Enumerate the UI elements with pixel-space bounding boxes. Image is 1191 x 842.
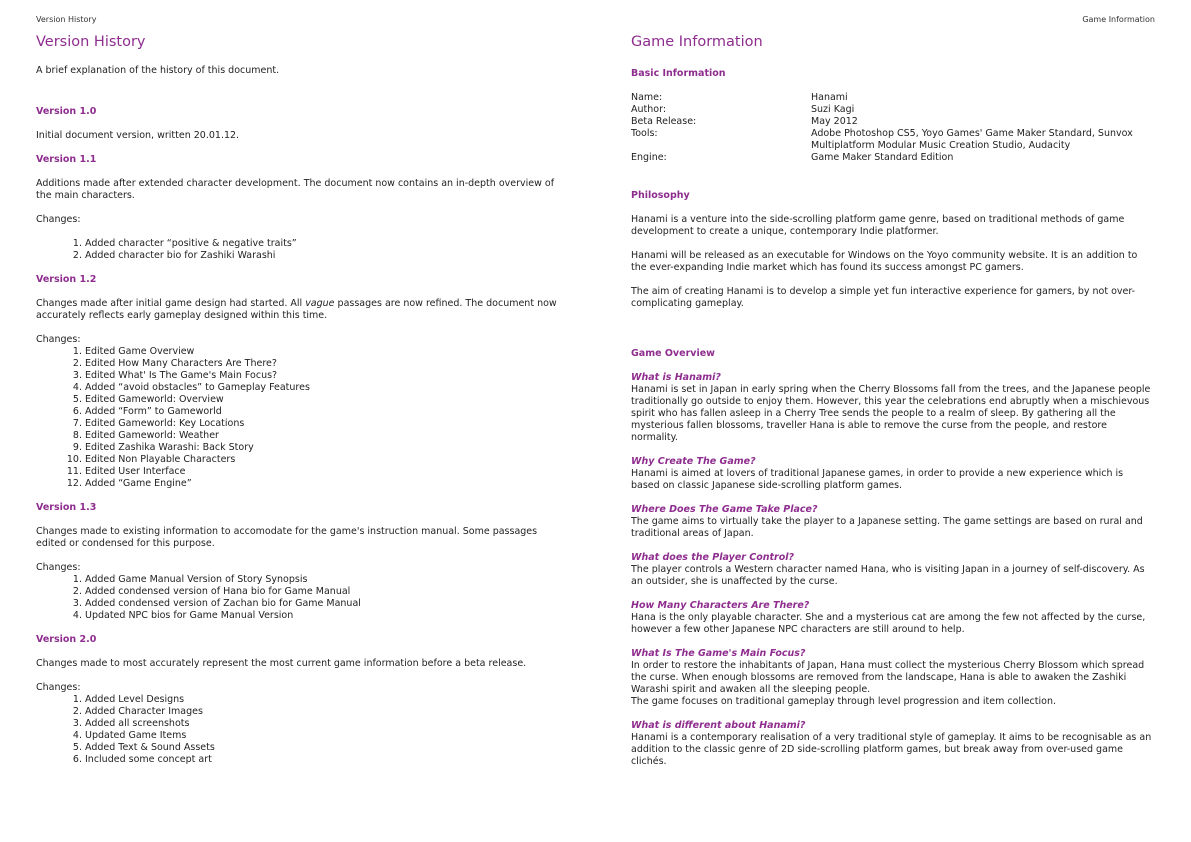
- description-text: Changes made after initial game design had started. All: [36, 298, 306, 309]
- version-description: Changes made to existing information to accomodate for the game's instruction manual. Some passages edited or condensed for this purpose.: [36, 526, 538, 549]
- answer: Hana is the only playable character. She and a mysterious cat are among the few not affected by the curse, however a few other Japanese NPC characters are still around to help.: [631, 612, 1146, 635]
- list-item: 7. Edited Gameworld: Key Locations: [85, 418, 566, 430]
- list-item: 4. Added “avoid obstacles” to Gameplay Features: [85, 382, 566, 394]
- version-heading: Version 1.0: [36, 106, 97, 117]
- list-item: 11. Edited User Interface: [85, 466, 566, 478]
- list-item: 12. Added “Game Engine”: [85, 478, 566, 490]
- version-heading: Version 1.3: [36, 502, 97, 513]
- info-value: Hanami: [811, 92, 848, 103]
- question: What Is The Game's Main Focus?: [631, 648, 806, 659]
- info-row: [631, 152, 1153, 164]
- list-item: 2. Added condensed version of Hana bio for Game Manual: [85, 586, 566, 598]
- basic-information-table: [631, 92, 1153, 164]
- question: Why Create The Game?: [631, 456, 756, 467]
- left-page: [0, 0, 595, 842]
- philosophy-paragraph: Hanami will be released as an executable for Windows on the Yoyo community website. It is an addition to the ever-expanding Indie market which has found its success amongst PC gamers.: [631, 250, 1138, 273]
- list-item: 5. Edited Gameworld: Overview: [85, 394, 566, 406]
- question: Where Does The Game Take Place?: [631, 504, 818, 515]
- answer: The game aims to virtually take the player to a Japanese setting. The game settings are based on rural and traditional areas of Japan.: [631, 516, 1143, 539]
- changes-label: Changes:: [36, 562, 81, 573]
- info-label: Beta Release:: [631, 116, 697, 127]
- answer: Hanami is set in Japan in early spring when the Cherry Blossoms fall from the trees, and the Japanese people traditionally go outside to enjoy them. However, this year the celebrations end abruptly when a mischievous spirit who has fallen asleep in a Cherry Tree sends the people to a realm of sleep. By gathering all the mysterious fallen blossoms, traveller Hana is able to remove the curse from the people, and restore normality.: [631, 384, 1151, 443]
- info-value: May 2012: [811, 116, 858, 127]
- list-item: 5. Added Text & Sound Assets: [85, 742, 566, 754]
- answer: In order to restore the inhabitants of Japan, Hana must collect the mysterious Cherry Blossom which spread the curse. When enough blossoms are removed from the landscape, Hana is able to awaken the Zashiki Warashi spirit and awaken all the sleeping people.: [631, 660, 1145, 695]
- list-item: 1. Added character “positive & negative traits”: [85, 238, 566, 250]
- list-item: 3. Added condensed version of Zachan bio for Game Manual: [85, 598, 566, 610]
- running-header: Version History: [36, 15, 97, 24]
- left-content: [36, 33, 566, 766]
- list-item: 4. Updated NPC bios for Game Manual Version: [85, 610, 566, 622]
- question: What is Hanami?: [631, 372, 721, 383]
- list-item: 8. Edited Gameworld: Weather: [85, 430, 566, 442]
- list-item: 2. Edited How Many Characters Are There?: [85, 358, 566, 370]
- list-item: 10. Edited Non Playable Characters: [85, 454, 566, 466]
- info-row: [631, 116, 1153, 128]
- changes-list: [36, 346, 566, 490]
- list-item: 4. Updated Game Items: [85, 730, 566, 742]
- info-label: Name:: [631, 92, 663, 103]
- info-label: Tools:: [631, 128, 658, 139]
- list-item: 3. Edited What' Is The Game's Main Focus?: [85, 370, 566, 382]
- right-page: [596, 0, 1191, 842]
- answer: Hanami is aimed at lovers of traditional Japanese games, in order to provide a new experience which is based on classic Japanese side-scrolling platform games.: [631, 468, 1124, 491]
- list-item: 6. Included some concept art: [85, 754, 566, 766]
- version-heading: Version 1.1: [36, 154, 97, 165]
- game-overview-heading: Game Overview: [631, 348, 715, 359]
- emphasis-text: vague: [305, 298, 335, 309]
- right-content: [631, 33, 1153, 768]
- version-heading: Version 2.0: [36, 634, 97, 645]
- version-description: [36, 298, 566, 322]
- list-item: 9. Edited Zashika Warashi: Back Story: [85, 442, 566, 454]
- question: What is different about Hanami?: [631, 720, 806, 731]
- intro-text: A brief explanation of the history of this document.: [36, 65, 280, 76]
- info-row: [631, 92, 1153, 104]
- page-title: Game Information: [631, 34, 763, 50]
- philosophy-paragraph: The aim of creating Hanami is to develop a simple yet fun interactive experience for gamers, by not over-complicating gameplay.: [631, 286, 1136, 309]
- list-item: 6. Added “Form” to Gameworld: [85, 406, 566, 418]
- info-label: Engine:: [631, 152, 667, 163]
- changes-list: [36, 694, 566, 766]
- changes-list: [36, 238, 566, 262]
- list-item: 1. Added Game Manual Version of Story Synopsis: [85, 574, 566, 586]
- philosophy-heading: Philosophy: [631, 190, 690, 201]
- changes-label: Changes:: [36, 682, 81, 693]
- description-text: passages are now refined. The document now accurately reflects early gameplay designed within this time.: [36, 298, 557, 321]
- question: How Many Characters Are There?: [631, 600, 810, 611]
- info-value: Game Maker Standard Edition: [811, 152, 954, 163]
- philosophy-paragraph: Hanami is a venture into the side-scrolling platform game genre, based on traditional methods of game development to create a unique, contemporary Indie platformer.: [631, 214, 1125, 237]
- info-value: Suzi Kagi: [811, 104, 855, 115]
- version-description: Changes made to most accurately represent the most current game information before a beta release.: [36, 658, 527, 669]
- question: What does the Player Control?: [631, 552, 795, 563]
- running-header: Game Information: [1082, 15, 1155, 24]
- info-label: Author:: [631, 104, 667, 115]
- list-item: 1. Edited Game Overview: [85, 346, 566, 358]
- info-value: Adobe Photoshop CS5, Yoyo Games' Game Maker Standard, Sunvox Multiplatform Modular Music Creation Studio, Audacity: [811, 128, 1133, 151]
- changes-label: Changes:: [36, 334, 81, 345]
- changes-list: [36, 574, 566, 622]
- version-heading: Version 1.2: [36, 274, 97, 285]
- info-row: [631, 128, 1153, 152]
- list-item: 3. Added all screenshots: [85, 718, 566, 730]
- info-row: [631, 104, 1153, 116]
- answer: Hanami is a contemporary realisation of a very traditional style of gameplay. It aims to be recognisable as an addition to the classic genre of 2D side-scrolling platform games, but break away from over-used game clichés.: [631, 732, 1152, 767]
- answer: The player controls a Western character named Hana, who is visiting Japan in a journey of self-discovery. As an outsider, she is unaffected by the curse.: [631, 564, 1145, 587]
- changes-label: Changes:: [36, 214, 81, 225]
- page-title: Version History: [36, 34, 146, 50]
- list-item: 2. Added Character Images: [85, 706, 566, 718]
- basic-information-heading: Basic Information: [631, 68, 726, 79]
- version-description: Additions made after extended character development. The document now contains an in-depth overview of the main characters.: [36, 178, 555, 201]
- answer: The game focuses on traditional gameplay through level progression and item collection.: [631, 696, 1056, 707]
- list-item: 2. Added character bio for Zashiki Warashi: [85, 250, 566, 262]
- version-description: Initial document version, written 20.01.12.: [36, 130, 240, 141]
- list-item: 1. Added Level Designs: [85, 694, 566, 706]
